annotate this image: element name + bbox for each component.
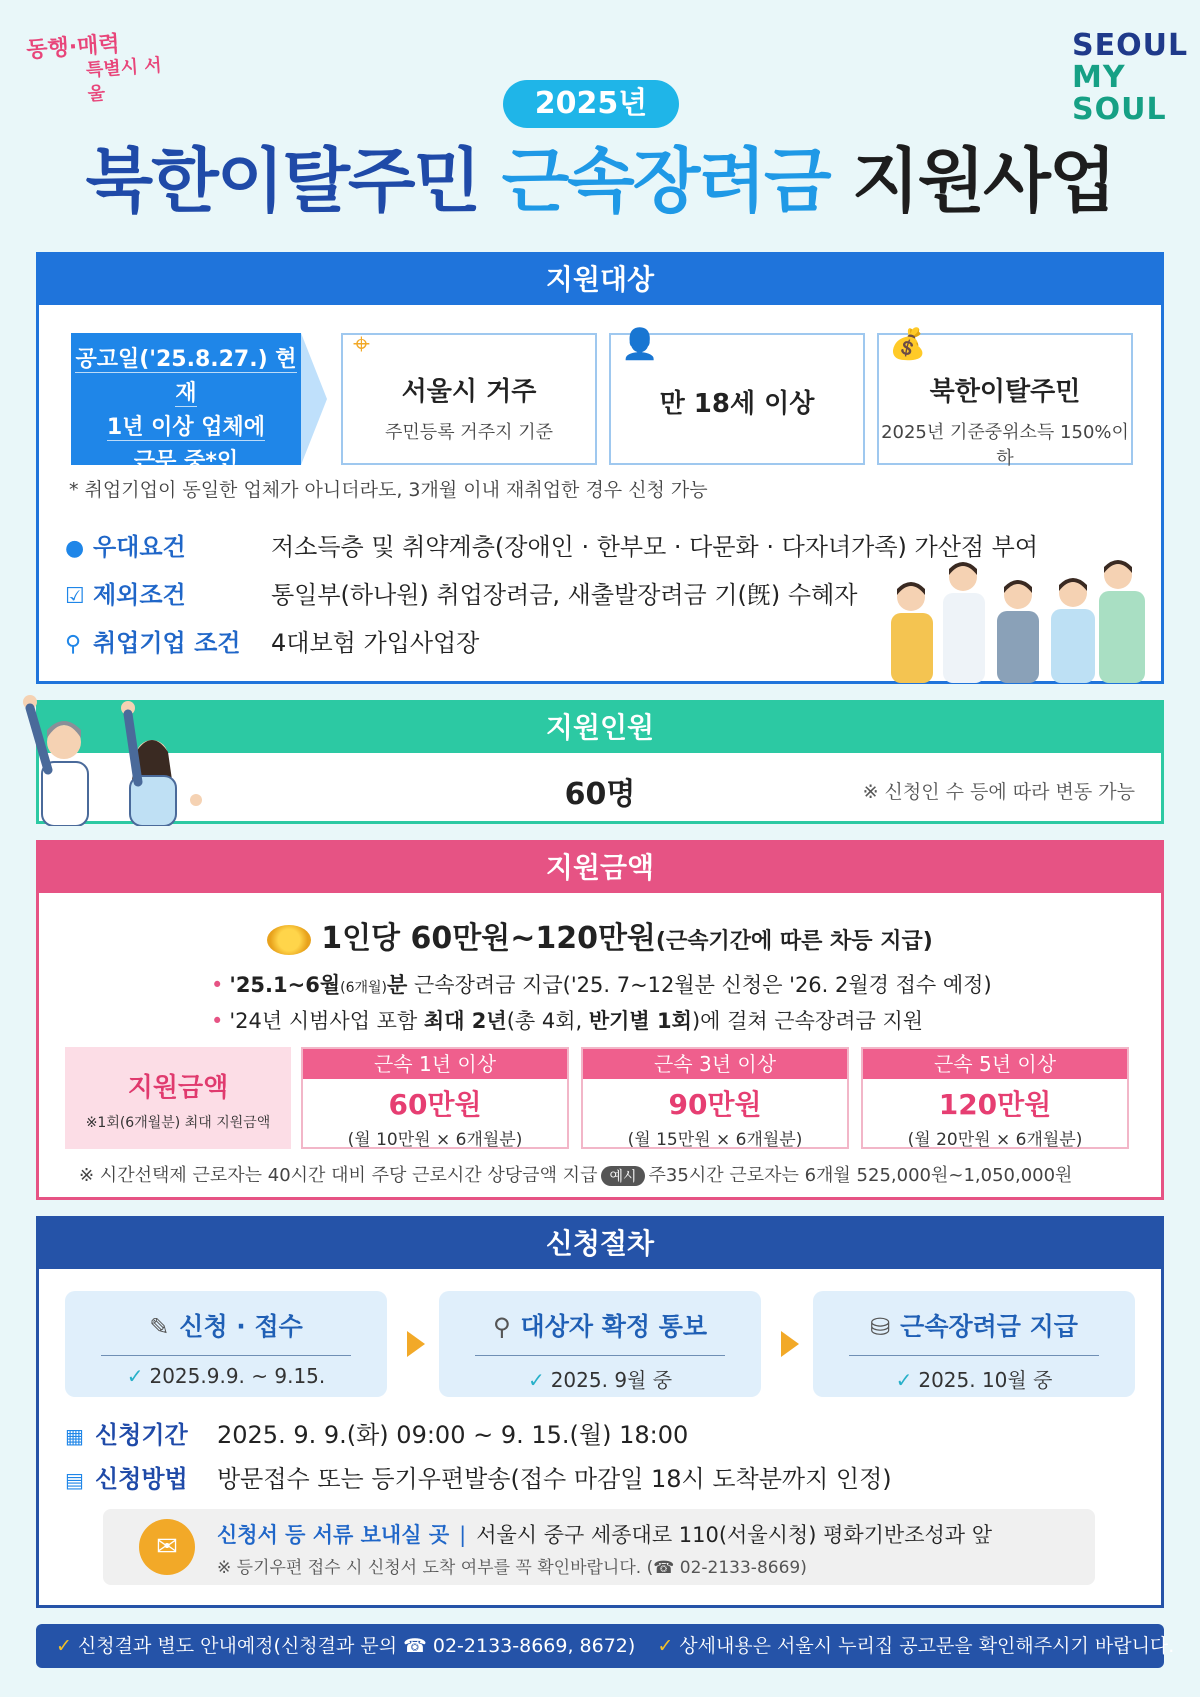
target-main-line2: 1년 이상 업체에 — [106, 415, 266, 440]
tier-value: 120만원 — [938, 1088, 1052, 1121]
target-card-residence — [341, 327, 597, 465]
note-pre: ※ 시간선택제 근로자는 40시간 대비 주당 근로시간 상당금액 지급 — [79, 1165, 598, 1186]
cheering-people-illustration — [2, 690, 202, 826]
step-divider — [475, 1355, 725, 1356]
step-pay — [813, 1291, 1135, 1397]
condition-row-exclusion — [65, 575, 857, 610]
magnifier-person-icon: ⚲ — [492, 1313, 511, 1341]
amount-label-box — [65, 1047, 291, 1149]
step-title: 신청 · 접수 — [179, 1312, 303, 1341]
condition-value: 저소득층 및 취약계층(장애인 · 한부모 · 다문화 · 다자녀가족) 가산점 부여 — [271, 533, 1039, 561]
person-icon: ● — [65, 536, 85, 561]
target-main-box — [71, 333, 301, 474]
check-icon: ✓ — [527, 1368, 545, 1392]
card-sub: 주민등록 거주지 기준 — [385, 422, 553, 443]
mail-note: ※ 등기우편 접수 시 신청서 도착 여부를 꼭 확인바랍니다. (☎ 02-2133-8669) — [217, 1558, 807, 1578]
document-pen-icon: ✎ — [149, 1313, 170, 1341]
document-icon: ▤ — [65, 1468, 84, 1492]
tier-head: 근속 1년 이상 — [303, 1049, 567, 1079]
condition-label: 제외조건 — [93, 581, 186, 609]
tier-5-year — [861, 1047, 1129, 1149]
envelope-icon: ✉ — [139, 1519, 195, 1575]
step-date: 2025. 10월 중 — [918, 1368, 1053, 1392]
card-title: 서울시 거주 — [401, 377, 537, 407]
target-main-line3: 근무 중*인 — [133, 449, 239, 474]
check-icon: ✓ — [126, 1364, 144, 1388]
amount-bullet-1 — [211, 969, 992, 999]
condition-value: 4대보험 가입사업장 — [271, 629, 480, 657]
footer-bar — [36, 1624, 1175, 1668]
tier-value: 60만원 — [388, 1088, 482, 1121]
bullet2-post: )에 걸쳐 근속장려금 지원 — [691, 1009, 924, 1033]
bullet2-bold: 최대 2년 — [423, 1009, 507, 1033]
tier-value: 90만원 — [668, 1088, 762, 1121]
step-title: 근속장려금 지급 — [900, 1312, 1078, 1341]
title-part3: 지원사업 — [852, 140, 1115, 222]
amount-label-title: 지원금액 — [127, 1073, 229, 1103]
target-main-line1: 공고일('25.8.27.) 현재 — [75, 347, 297, 406]
seoul-my-soul-logo — [1072, 28, 1189, 127]
condition-label: 우대요건 — [93, 533, 186, 561]
target-heading: 지원대상 — [39, 255, 1161, 305]
calendar-icon: ▦ — [65, 1424, 84, 1448]
logo-right-line2: MY SOUL — [1072, 60, 1167, 127]
seoul-slogan-logo — [26, 29, 181, 111]
amount-bullet-2 — [211, 1005, 923, 1035]
page-title — [0, 136, 1200, 226]
arrow-right-icon — [407, 1331, 425, 1357]
bullet-dot: • — [211, 973, 224, 997]
logo-left-line2: 특별시 서울 — [85, 54, 163, 106]
check-icon: ✓ — [56, 1635, 72, 1657]
check-icon: ✓ — [657, 1635, 674, 1657]
bullet2-bold2: 반기별 1회 — [588, 1009, 692, 1033]
period-row — [65, 1415, 688, 1450]
money-bag-icon: 💰 — [889, 327, 927, 362]
mailing-address — [217, 1519, 992, 1549]
card-title: 북한이탈주민 — [929, 377, 1081, 407]
arrow-right-icon — [781, 1331, 799, 1357]
bullet2-pre: '24년 시범사업 포함 — [229, 1009, 424, 1033]
condition-label: 취업기업 조건 — [93, 629, 241, 657]
condition-row-company — [65, 623, 479, 658]
headcount-heading: 지원인원 — [39, 703, 1161, 753]
check-icon: ✓ — [895, 1368, 913, 1392]
tier-head: 근속 5년 이상 — [863, 1049, 1127, 1079]
footer-left-text: 신청결과 별도 안내예정(신청결과 문의 ☎ 02-2133-8669, 8672) — [77, 1635, 636, 1657]
step-title: 대상자 확정 통보 — [520, 1312, 708, 1341]
logo-right-line1: SEOUL — [1072, 28, 1189, 63]
step-apply — [65, 1291, 387, 1397]
amount-section — [36, 840, 1164, 1200]
period-value: 2025. 9. 9.(화) 09:00 ~ 9. 15.(월) 18:00 — [217, 1421, 689, 1449]
amount-main-sub: (근속기간에 따른 차등 지급) — [655, 929, 933, 954]
mail-separator: | — [459, 1523, 467, 1547]
bullet2-mid: (총 4회, — [506, 1009, 589, 1033]
workers-illustration — [883, 555, 1153, 683]
step-date: 2025. 9월 중 — [550, 1368, 673, 1392]
step-divider — [101, 1355, 351, 1356]
amount-main — [39, 913, 1161, 957]
tier-3-year — [581, 1047, 849, 1149]
title-part2: 근속장려금 — [501, 140, 830, 222]
arrow-right-icon — [301, 333, 327, 465]
coins-icon — [267, 925, 311, 955]
step-notify — [439, 1291, 761, 1397]
amount-heading: 지원금액 — [39, 843, 1161, 893]
checkbox-icon: ☑ — [65, 584, 85, 609]
amount-main-text: 1인당 60만원~120만원 — [321, 921, 656, 956]
tier-sub: (월 10만원 × 6개월분) — [347, 1130, 523, 1150]
bullet1-rest: 근속장려금 지급('25. 7~12월분 신청은 '26. 2월경 접수 예정) — [407, 973, 992, 997]
step-date: 2025.9.9. ~ 9.15. — [149, 1364, 326, 1388]
step-divider — [849, 1355, 1099, 1356]
target-section — [36, 252, 1164, 684]
card-sub: 2025년 기준중위소득 150%이하 — [881, 422, 1129, 469]
search-icon: ⚲ — [65, 632, 82, 657]
headcount-section — [36, 700, 1164, 824]
card-title: 만 18세 이상 — [659, 389, 815, 419]
tier-sub: (월 15만원 × 6개월분) — [627, 1130, 803, 1150]
person-add-icon: 👤 — [621, 327, 659, 362]
headcount-note: ※ 신청인 수 등에 따라 변동 가능 — [862, 781, 1135, 803]
target-card-defector — [877, 327, 1133, 469]
title-part1: 북한이탈주민 — [85, 140, 480, 222]
tier-head: 근속 3년 이상 — [583, 1049, 847, 1079]
target-footnote: * 취업기업이 동일한 업체가 아니더라도, 3개월 이내 재취업한 경우 신청 가능 — [69, 479, 708, 501]
bullet1-small: (6개월) — [340, 980, 388, 996]
headcount-value: 60명 — [564, 777, 636, 812]
mail-address-text: 서울시 중구 세종대로 110(서울시청) 평화기반조성과 앞 — [476, 1523, 993, 1547]
method-value: 방문접수 또는 등기우편발송(접수 마감일 18시 도착분까지 인정) — [217, 1465, 892, 1493]
procedure-heading: 신청절차 — [39, 1219, 1161, 1269]
example-badge: 예시 — [601, 1166, 644, 1186]
location-pin-icon: ⌖ — [353, 327, 370, 362]
method-label: 신청방법 — [95, 1465, 188, 1493]
tier-1-year — [301, 1047, 569, 1149]
amount-label-sub: ※1회(6개월분) 최대 지원금액 — [85, 1115, 271, 1131]
period-label: 신청기간 — [95, 1421, 188, 1449]
bullet1-bold2: 분 — [387, 973, 408, 997]
logo-left-line1: 동행·매력 — [25, 31, 121, 64]
tier-sub: (월 20만원 × 6개월분) — [907, 1130, 1083, 1150]
condition-value: 통일부(하나원) 취업장려금, 새출발장려금 기(旣) 수혜자 — [271, 581, 858, 609]
mailing-address-box — [103, 1509, 1095, 1585]
target-card-age — [609, 327, 865, 465]
money-hand-icon: ⛁ — [870, 1313, 891, 1341]
note-post: 주35시간 근로자는 6개월 525,000원~1,050,000원 — [648, 1165, 1073, 1186]
procedure-section — [36, 1216, 1164, 1608]
footer-right-text: 상세내용은 서울시 누리집 공고문을 확인해주시기 바랍니다. — [679, 1635, 1175, 1657]
bullet-dot: • — [211, 1009, 224, 1033]
method-row — [65, 1459, 892, 1494]
year-badge: 2025년 — [503, 80, 679, 128]
mail-heading: 신청서 등 서류 보내실 곳 — [217, 1523, 450, 1547]
amount-note — [79, 1161, 1072, 1187]
bullet1-bold: '25.1~6월 — [229, 973, 341, 997]
